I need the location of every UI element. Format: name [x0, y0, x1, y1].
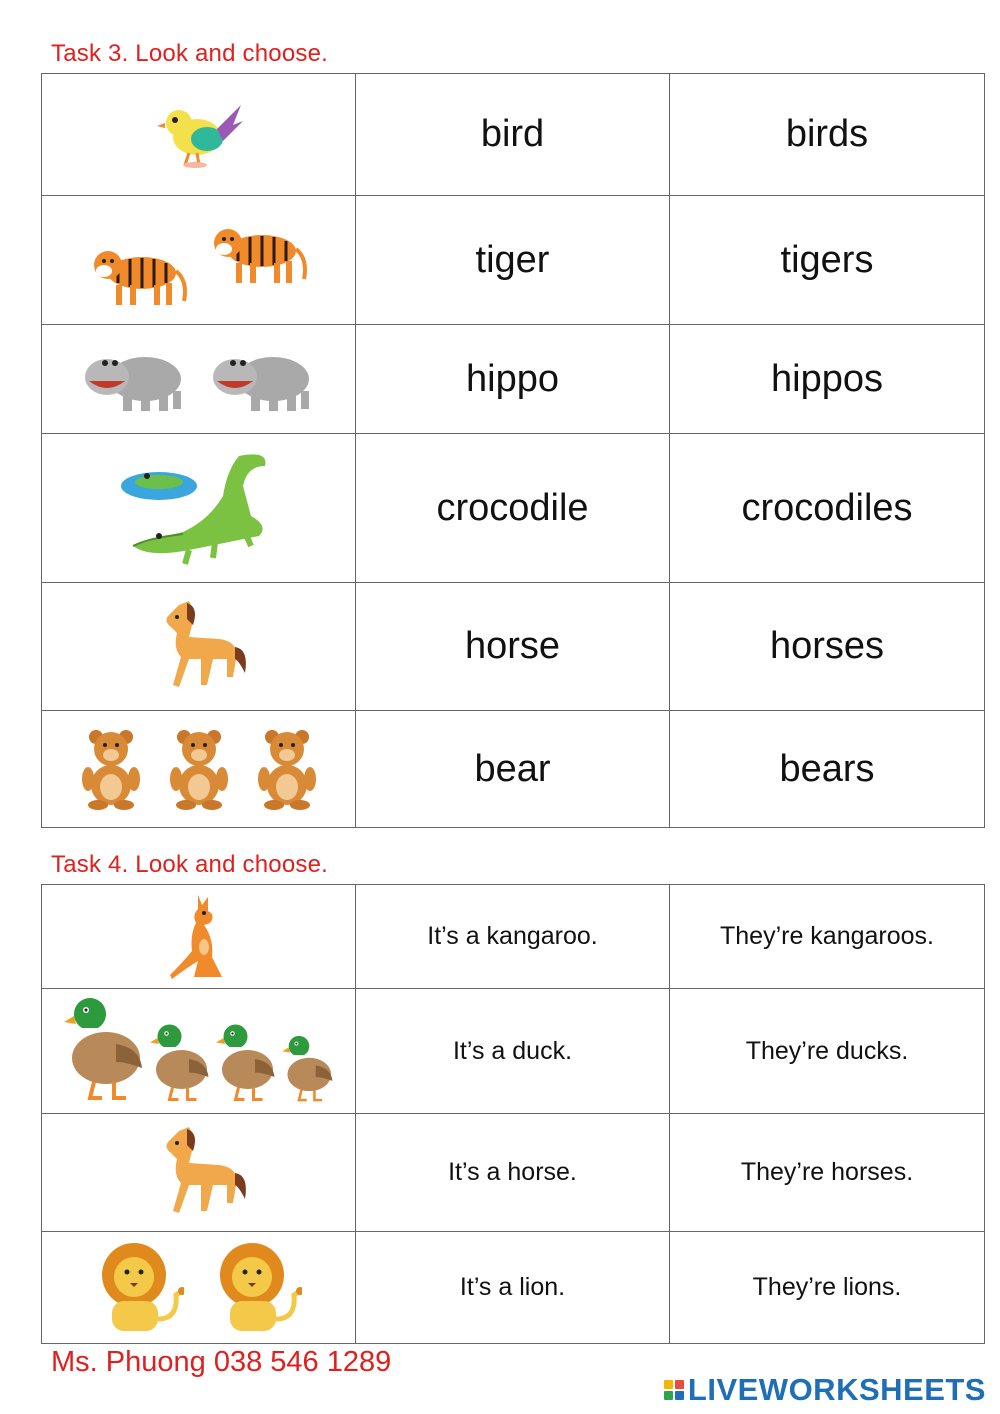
plural-option-cell [670, 711, 985, 828]
picture-cell [42, 885, 356, 989]
kangaroo-icon [164, 891, 234, 983]
tiger-icon [84, 231, 194, 311]
table-row [42, 1232, 985, 1344]
horse-picture [42, 597, 355, 697]
picture-cell [42, 989, 356, 1114]
duck-icon [150, 1020, 210, 1104]
plural-option[interactable]: They’re lions. [752, 1273, 902, 1301]
singular-option-cell [356, 711, 670, 828]
plural-option[interactable]: bears [779, 747, 875, 790]
kangaroo-picture [42, 891, 355, 983]
singular-option[interactable]: bird [480, 113, 545, 155]
picture-cell [42, 1114, 356, 1232]
picture-cell [42, 196, 356, 325]
bird-icon [153, 99, 245, 171]
horse-icon [149, 1121, 249, 1225]
singular-option[interactable]: It’s a horse. [448, 1158, 577, 1186]
plural-option-cell [670, 196, 985, 325]
table-row [42, 325, 985, 434]
plural-option[interactable]: crocodiles [741, 486, 913, 529]
table-row [42, 885, 985, 989]
task4-table [41, 884, 985, 1344]
hippo-icon [211, 343, 315, 415]
picture-cell [42, 711, 356, 828]
crocodile-icon [119, 446, 279, 570]
singular-option-cell [356, 196, 670, 325]
singular-option-cell [356, 325, 670, 434]
plural-option-cell [670, 1114, 985, 1232]
table-row [42, 434, 985, 583]
ducks-picture [42, 992, 355, 1110]
bears-picture [42, 727, 355, 811]
lion-icon [96, 1239, 184, 1337]
bird-picture [42, 99, 355, 171]
table-row [42, 1114, 985, 1232]
singular-option-cell [356, 1232, 670, 1344]
picture-cell [42, 74, 356, 196]
singular-option-cell [356, 1114, 670, 1232]
singular-option[interactable]: bear [474, 747, 551, 790]
singular-option[interactable]: crocodile [436, 486, 589, 529]
picture-cell [42, 1232, 356, 1344]
duck-icon [216, 1020, 276, 1104]
table-row [42, 989, 985, 1114]
plural-option[interactable]: They’re ducks. [745, 1036, 909, 1065]
plural-option-cell [670, 583, 985, 711]
table-row [42, 196, 985, 325]
crocodiles-picture [42, 446, 355, 570]
lion-icon [214, 1239, 302, 1337]
plural-option[interactable]: They’re kangaroos. [719, 922, 934, 950]
lions-picture [42, 1239, 355, 1337]
duck-icon [64, 992, 144, 1104]
singular-option[interactable]: horse [464, 625, 561, 667]
plural-option-cell [670, 74, 985, 196]
singular-option[interactable]: It’s a lion. [459, 1273, 566, 1301]
author-contact: Ms. Phuong 038 546 1289 [51, 1346, 392, 1378]
hippos-picture [42, 343, 355, 415]
singular-option[interactable]: hippo [466, 357, 559, 400]
task3-table [41, 73, 985, 828]
picture-cell [42, 583, 356, 711]
singular-option[interactable]: It’s a duck. [452, 1036, 573, 1065]
task4-title: Task 4. Look and choose. [51, 851, 328, 878]
plural-option[interactable]: hippos [771, 357, 883, 400]
duck-icon [282, 1032, 334, 1104]
picture-cell [42, 325, 356, 434]
singular-option[interactable]: tiger [475, 238, 550, 281]
singular-option-cell [356, 583, 670, 711]
singular-option-cell [356, 74, 670, 196]
plural-option-cell [670, 885, 985, 989]
plural-option-cell [670, 434, 985, 583]
plural-option[interactable]: birds [785, 113, 869, 155]
hippo-icon [83, 343, 187, 415]
plural-option[interactable]: horses [769, 625, 885, 667]
plural-option[interactable]: They’re horses. [740, 1158, 914, 1186]
bear-icon [166, 727, 232, 811]
bear-icon [254, 727, 320, 811]
singular-option[interactable]: It’s a kangaroo. [427, 922, 598, 950]
task3-title: Task 3. Look and choose. [51, 40, 328, 67]
singular-option-cell [356, 885, 670, 989]
liveworksheets-brand [664, 1372, 986, 1408]
bear-icon [78, 727, 144, 811]
singular-option-cell [356, 989, 670, 1114]
table-row [42, 583, 985, 711]
table-row [42, 711, 985, 828]
plural-option-cell [670, 989, 985, 1114]
tiger-icon [204, 209, 314, 289]
plural-option-cell [670, 325, 985, 434]
plural-option-cell [670, 1232, 985, 1344]
singular-option-cell [356, 434, 670, 583]
horse-icon [149, 597, 249, 697]
horse-picture [42, 1121, 355, 1225]
liveworksheets-logo-icon [664, 1380, 684, 1400]
plural-option[interactable]: tigers [780, 238, 874, 281]
tigers-picture [42, 209, 355, 311]
picture-cell [42, 434, 356, 583]
brand-name: LIVEWORKSHEETS [687, 1372, 986, 1407]
table-row [42, 74, 985, 196]
